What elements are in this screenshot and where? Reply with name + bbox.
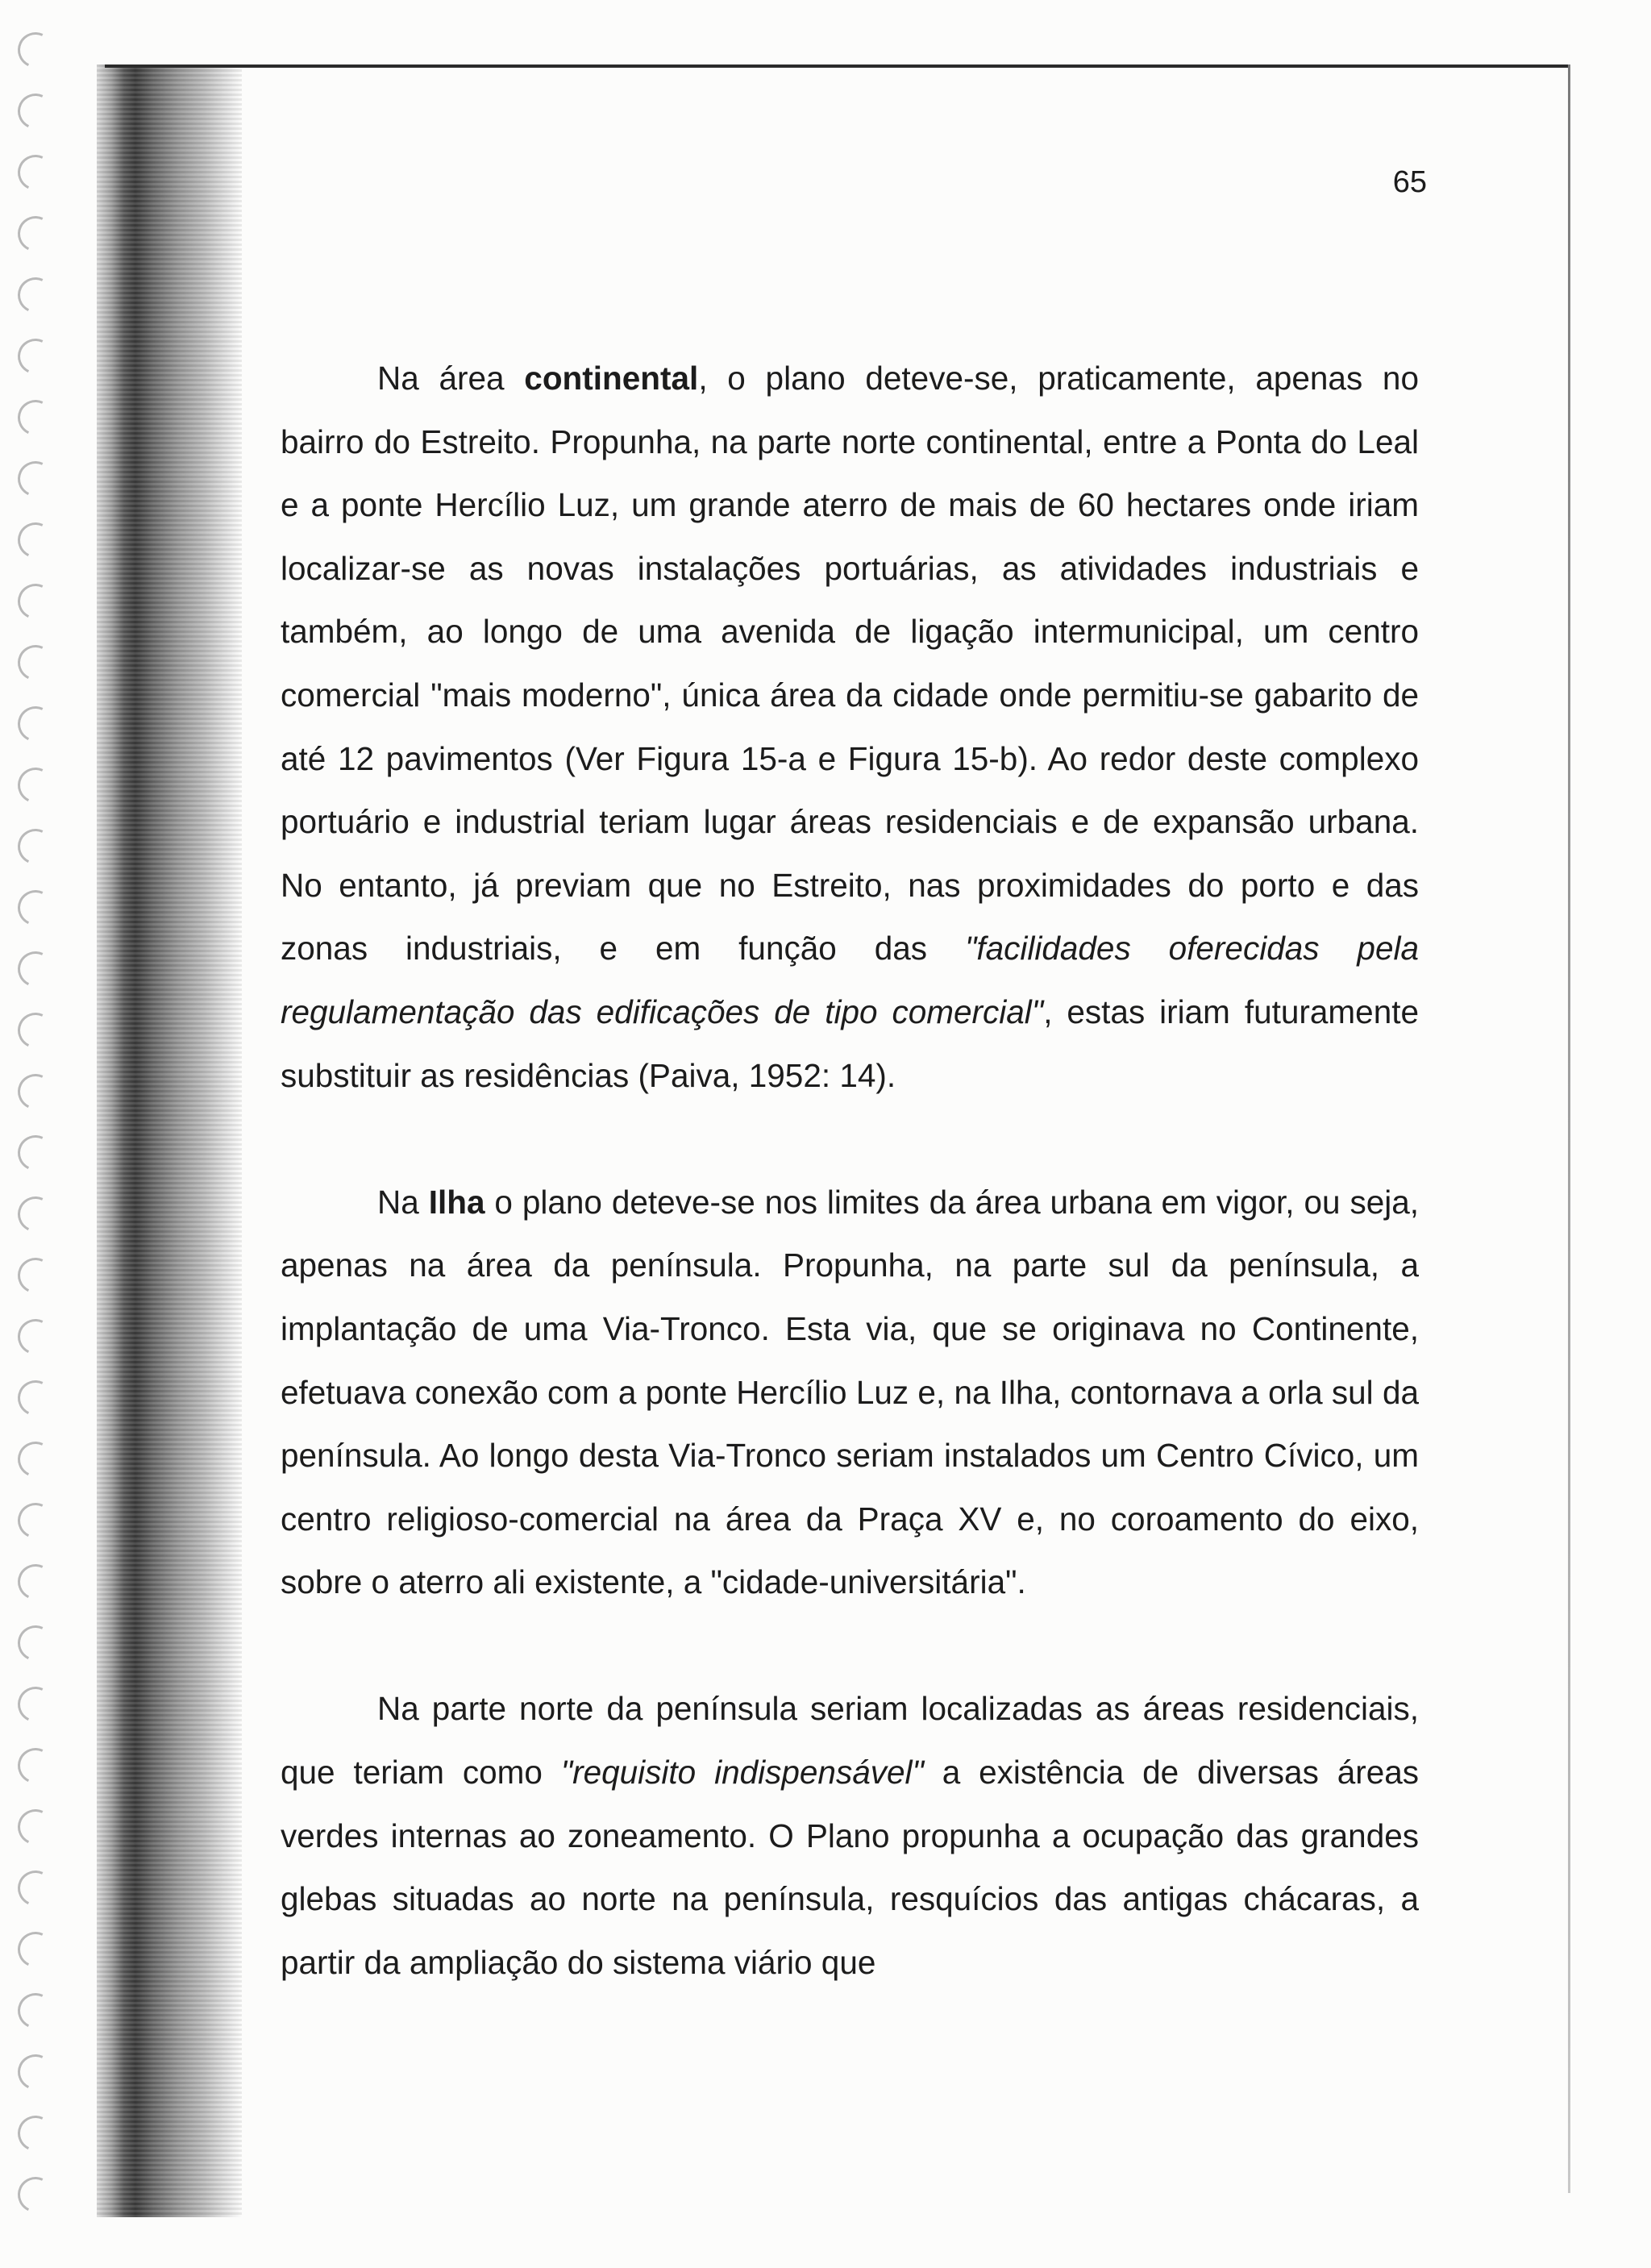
binder-hole [13,947,58,992]
binder-hole [13,1192,58,1237]
binder-hole [13,1988,58,2033]
binder-hole [13,1743,58,1788]
binding-shadow [97,65,242,2217]
binder-hole [13,1498,58,1543]
binder-hole [13,1375,58,1421]
text-segment: Ilha [428,1183,485,1221]
binder-hole [13,1008,58,1053]
binder-hole [13,1069,58,1114]
binder-holes [0,16,73,2258]
binder-hole [13,395,58,440]
binder-hole [13,1130,58,1176]
text-segment: "requisito indispensável" [560,1754,924,1792]
binder-hole [13,2172,58,2217]
text-segment: continental [524,360,699,397]
binder-hole [13,456,58,501]
binder-hole [13,2050,58,2095]
binder-hole [13,824,58,869]
binder-hole [13,1682,58,1727]
binder-hole [13,579,58,624]
text-segment: , estas iriam futuramente substituir as residências (Paiva, 1952: 14). [281,993,1419,1094]
binder-hole [13,701,58,747]
text-segment: Na parte norte da península seriam localizadas as áreas residenciais, que teriam como [281,1690,1419,1792]
binder-hole [13,518,58,563]
binder-hole [13,89,58,134]
binder-hole [13,640,58,685]
body-text [281,347,1419,1994]
text-segment: , o plano deteve-se, praticamente, apenas no bairro do Estreito. Propunha, na parte norte continental, entre a Ponta do Leal e a ponte Hercílio Luz, um grande aterro de mais de 60 hectares onde iriam localizar-se as novas instalações portuárias, as atividades industriais e também, ao longo de uma avenida de ligação intermunicipal, um centro comercial "mais moderno", única área da cidade onde permitiu-se gabarito de até 12 pavimentos (Ver Figura 15-a e Figura 15-b). Ao redor deste complexo portuário e industrial teriam lugar áreas residenciais e de expansão urbana. No entanto, já previam que no Estreito, nas proximidades do porto e das zonas industriais, e em função das [281,360,1419,968]
text-segment: Na [377,1183,429,1221]
binder-hole [13,27,58,73]
binder-hole [13,763,58,808]
text-segment: o plano deteve-se nos limites da área urbana em vigor, ou seja, apenas na área da península. Propunha, na parte sul da península, a implantação de uma Via-Tronco. Esta via, que se originava no Continente, efetuava conexão com a ponte Hercílio Luz e, na Ilha, contornava a orla sul da península. Ao longo desta Via-Tronco seriam instalados um Centro Cívico, um centro religioso-comercial na área da Praça XV e, no coroamento do eixo, sobre o aterro ali existente, a "cidade-universitária". [281,1183,1419,1601]
binder-hole [13,1314,58,1359]
text-segment: a existência de diversas áreas verdes internas ao zoneamento. O Plano propunha a ocupação das grandes glebas situadas ao norte na península, resquícios das antigas chácaras, a partir da ampliação do sistema viário que [281,1754,1420,1981]
paragraph-norte-peninsula [281,1677,1419,1994]
binder-hole [13,1804,58,1850]
binder-hole [13,2111,58,2156]
text-segment: Na área [377,360,525,397]
binder-hole [13,1253,58,1298]
binder-hole [13,1866,58,1911]
binder-hole [13,1559,58,1604]
binder-hole [13,1621,58,1666]
binder-hole [13,150,58,195]
binder-hole [13,1437,58,1482]
binder-hole [13,334,58,379]
text-segment: "facilidades oferecidas pela regulamentação das edificações de tipo comercial" [281,930,1419,1030]
paragraph-continental [281,347,1419,1107]
right-border-line [1568,65,1570,2193]
binder-hole [13,273,58,318]
paragraph-ilha [281,1171,1419,1614]
binder-hole [13,1927,58,1972]
page-number: 65 [1392,165,1427,199]
binder-hole [13,885,58,930]
top-border-line [105,65,1570,68]
binder-hole [13,211,58,256]
